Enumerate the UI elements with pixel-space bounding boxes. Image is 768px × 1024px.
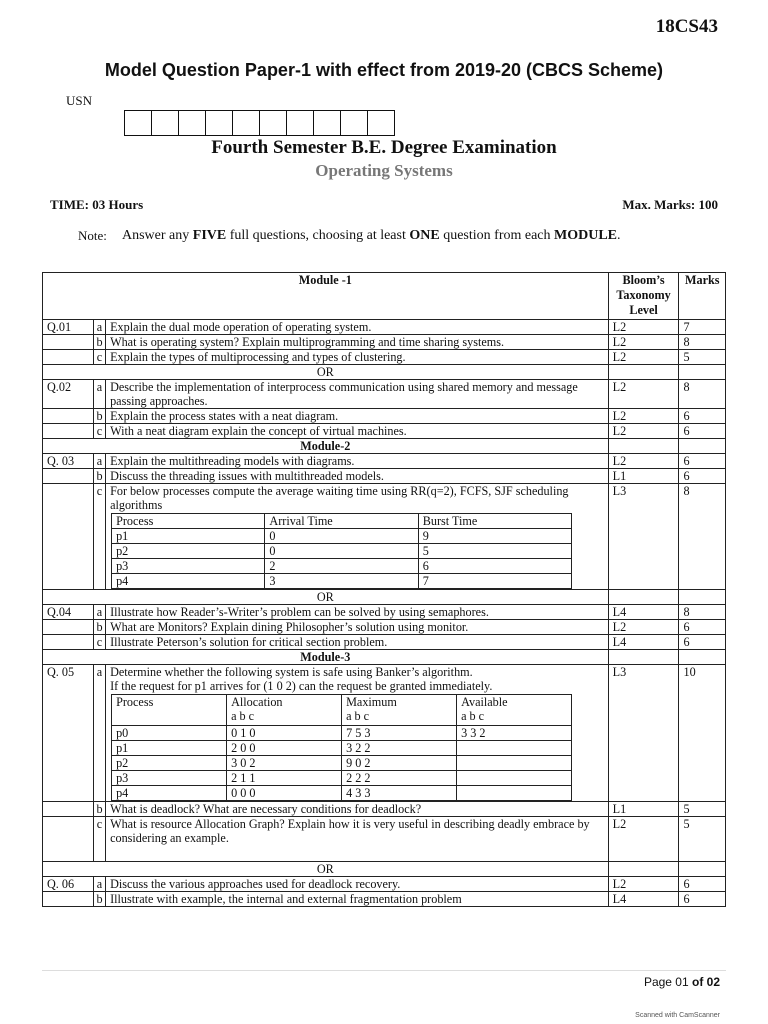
- question-line: If the request for p1 arrives for (1 0 2) can the request be granted immediately.: [110, 679, 493, 693]
- bankers-table-cell: 9 0 2: [342, 756, 457, 771]
- marks-value: 8: [679, 335, 726, 350]
- question-number: [43, 469, 94, 484]
- marks-value: 6: [679, 892, 726, 907]
- question-row: [43, 892, 726, 907]
- question-text: [106, 877, 609, 892]
- bankers-table-heading: [112, 695, 227, 726]
- process-table-heading: Burst Time: [418, 514, 571, 529]
- question-row: [43, 817, 726, 862]
- question-row: [43, 424, 726, 439]
- module-title: Module-2: [43, 439, 609, 454]
- bankers-table-cell: 4 3 3: [342, 786, 457, 801]
- sub-question-letter: c: [93, 350, 105, 365]
- marks-value: 6: [679, 469, 726, 484]
- bankers-table-cell: p1: [112, 741, 227, 756]
- question-row: [43, 380, 726, 409]
- question-line: What are Monitors? Explain dining Philosopher’s solution using monitor.: [110, 620, 469, 634]
- question-line: For below processes compute the average waiting time using RR(q=2), FCFS, SJF scheduling algorithms: [110, 484, 569, 512]
- process-table-row: [112, 544, 572, 559]
- question-row: [43, 635, 726, 650]
- blooms-header: Bloom’s Taxonomy Level: [608, 273, 679, 320]
- bankers-table-row: [112, 786, 572, 801]
- question-number: [43, 635, 94, 650]
- question-number: Q. 06: [43, 877, 94, 892]
- question-text: [106, 892, 609, 907]
- question-row: [43, 605, 726, 620]
- question-number: [43, 350, 94, 365]
- process-table: [111, 513, 572, 589]
- question-number: [43, 892, 94, 907]
- process-table-heading: Arrival Time: [265, 514, 418, 529]
- question-line: With a neat diagram explain the concept of virtual machines.: [110, 424, 407, 438]
- max-marks: Max. Marks: 100: [622, 197, 718, 212]
- process-table-cell: 5: [418, 544, 571, 559]
- blank-cell: [679, 365, 726, 380]
- question-row: [43, 469, 726, 484]
- question-line: Determine whether the following system is safe using Banker’s algorithm.: [110, 665, 473, 679]
- process-table-row: [112, 529, 572, 544]
- bankers-table-cell: [457, 771, 572, 786]
- process-table-row: [112, 559, 572, 574]
- blooms-level: L2: [608, 335, 679, 350]
- question-line: Explain the multithreading models with diagrams.: [110, 454, 355, 468]
- question-line: Explain the process states with a neat diagram.: [110, 409, 339, 423]
- page-number: Page 01 of 02: [643, 975, 720, 989]
- blooms-level: L3: [608, 665, 679, 802]
- bankers-table-cell: 2 0 0: [227, 741, 342, 756]
- bankers-heading-sub: a b c: [461, 709, 485, 723]
- question-line: Illustrate how Reader’s-Writer’s problem can be solved by using semaphores.: [110, 605, 489, 619]
- or-label: OR: [43, 862, 609, 877]
- blank-cell: [608, 365, 679, 380]
- blooms-level: L2: [608, 817, 679, 862]
- question-line: Illustrate with example, the internal and external fragmentation problem: [110, 892, 462, 906]
- bankers-table-cell: 3 2 2: [342, 741, 457, 756]
- bankers-table-cell: 0 0 0: [227, 786, 342, 801]
- process-table-header: [112, 514, 572, 529]
- footer-divider: [42, 970, 726, 971]
- bankers-table-cell: 3 0 2: [227, 756, 342, 771]
- question-table: [42, 272, 726, 907]
- blank-cell: [679, 439, 726, 454]
- process-table-cell: 7: [418, 574, 571, 589]
- or-label: OR: [43, 365, 609, 380]
- blank-cell: [608, 590, 679, 605]
- bankers-table-heading: [227, 695, 342, 726]
- sub-question-letter: b: [93, 892, 105, 907]
- question-row: [43, 665, 726, 802]
- process-table-cell: p3: [112, 559, 265, 574]
- sub-question-letter: b: [93, 409, 105, 424]
- bankers-table-cell: p2: [112, 756, 227, 771]
- bankers-heading-sub: a b c: [346, 709, 370, 723]
- question-number: Q.02: [43, 380, 94, 409]
- question-number: [43, 409, 94, 424]
- process-table-cell: 0: [265, 529, 418, 544]
- process-table-cell: 0: [265, 544, 418, 559]
- marks-value: 5: [679, 350, 726, 365]
- question-row: [43, 877, 726, 892]
- bankers-table-row: [112, 741, 572, 756]
- question-row: [43, 335, 726, 350]
- blooms-level: L2: [608, 620, 679, 635]
- marks-value: 6: [679, 424, 726, 439]
- process-table-cell: 6: [418, 559, 571, 574]
- question-number: [43, 620, 94, 635]
- bankers-table-cell: p0: [112, 726, 227, 741]
- question-row: [43, 454, 726, 469]
- marks-value: 8: [679, 605, 726, 620]
- process-table-cell: 9: [418, 529, 571, 544]
- blooms-level: L2: [608, 320, 679, 335]
- question-number: [43, 817, 94, 862]
- question-row: [43, 350, 726, 365]
- marks-value: 5: [679, 802, 726, 817]
- bankers-table-cell: 2 1 1: [227, 771, 342, 786]
- blank-cell: [679, 862, 726, 877]
- question-text: [106, 665, 609, 802]
- question-line: What is resource Allocation Graph? Explain how it is very useful in describing deadly embrace by considering an example.: [110, 817, 590, 845]
- marks-value: 8: [679, 380, 726, 409]
- bankers-table-cell: 2 2 2: [342, 771, 457, 786]
- process-table-heading: Process: [112, 514, 265, 529]
- question-text: [106, 469, 609, 484]
- note-text: Answer any FIVE full questions, choosing at least ONE question from each MODULE.: [122, 228, 621, 243]
- marks-value: 6: [679, 409, 726, 424]
- sub-question-letter: b: [93, 802, 105, 817]
- bankers-heading-label: Process: [116, 695, 154, 709]
- bankers-heading-label: Available: [461, 695, 508, 709]
- sub-question-letter: a: [93, 454, 105, 469]
- scanner-watermark: Scanned with CamScanner: [635, 1012, 720, 1019]
- process-table-cell: p1: [112, 529, 265, 544]
- question-number: Q.04: [43, 605, 94, 620]
- sub-question-letter: b: [93, 335, 105, 350]
- bankers-heading-sub: [116, 709, 222, 723]
- marks-value: 6: [679, 877, 726, 892]
- blank-cell: [679, 650, 726, 665]
- or-row: [43, 862, 726, 877]
- bankers-table-cell: 3 3 2: [457, 726, 572, 741]
- question-text: [106, 635, 609, 650]
- question-text: [106, 620, 609, 635]
- question-row: [43, 620, 726, 635]
- sub-question-letter: c: [93, 424, 105, 439]
- bankers-table-row: [112, 756, 572, 771]
- marks-value: 5: [679, 817, 726, 862]
- question-text: [106, 380, 609, 409]
- bankers-table-cell: [457, 756, 572, 771]
- module-row: [43, 439, 726, 454]
- exam-time: TIME: 03 Hours: [50, 197, 144, 212]
- process-table-cell: 3: [265, 574, 418, 589]
- bankers-table-row: [112, 771, 572, 786]
- module-row: [43, 650, 726, 665]
- blooms-level: L2: [608, 350, 679, 365]
- question-number: [43, 802, 94, 817]
- usn-label: USN: [66, 93, 93, 108]
- question-row: [43, 320, 726, 335]
- bankers-table-cell: 7 5 3: [342, 726, 457, 741]
- marks-header: Marks: [679, 273, 726, 320]
- question-text: [106, 409, 609, 424]
- bankers-heading-label: Allocation: [231, 695, 283, 709]
- blooms-level: L4: [608, 605, 679, 620]
- blooms-level: L4: [608, 635, 679, 650]
- blooms-level: L2: [608, 409, 679, 424]
- question-number: Q. 05: [43, 665, 94, 802]
- blooms-level: L4: [608, 892, 679, 907]
- question-row: [43, 409, 726, 424]
- marks-value: 7: [679, 320, 726, 335]
- question-number: [43, 335, 94, 350]
- sub-question-letter: b: [93, 620, 105, 635]
- question-row: [43, 484, 726, 590]
- blooms-level: L1: [608, 469, 679, 484]
- table-header-row: [43, 273, 726, 320]
- process-table-cell: 2: [265, 559, 418, 574]
- blooms-level: L2: [608, 877, 679, 892]
- bankers-heading-label: Maximum: [346, 695, 397, 709]
- marks-value: 10: [679, 665, 726, 802]
- question-text: [106, 802, 609, 817]
- course-code: 18CS43: [655, 16, 718, 37]
- marks-value: 6: [679, 635, 726, 650]
- bankers-table-cell: p4: [112, 786, 227, 801]
- subject-title: Operating Systems: [315, 161, 453, 180]
- blank-cell: [608, 439, 679, 454]
- sub-question-letter: a: [93, 605, 105, 620]
- question-text: [106, 320, 609, 335]
- process-table-cell: p4: [112, 574, 265, 589]
- bankers-table-header: [112, 695, 572, 726]
- question-text: [106, 605, 609, 620]
- module-header: Module -1: [43, 273, 609, 320]
- or-row: [43, 590, 726, 605]
- question-number: [43, 424, 94, 439]
- bankers-table-heading: [342, 695, 457, 726]
- question-number: Q.01: [43, 320, 94, 335]
- question-line: Describe the implementation of interprocess communication using shared memory and message passing approaches.: [110, 380, 578, 408]
- process-table-row: [112, 574, 572, 589]
- question-number: [43, 484, 94, 590]
- bankers-table-cell: [457, 741, 572, 756]
- question-line: What is operating system? Explain multiprogramming and time sharing systems.: [110, 335, 505, 349]
- question-text: [106, 350, 609, 365]
- bankers-table: [111, 694, 572, 801]
- question-line: Explain the types of multiprocessing and types of clustering.: [110, 350, 406, 364]
- sub-question-letter: a: [93, 320, 105, 335]
- question-text: [106, 484, 609, 590]
- exam-title: Fourth Semester B.E. Degree Examination: [211, 137, 557, 158]
- question-text: [106, 335, 609, 350]
- usn-input-boxes: [124, 110, 395, 136]
- sub-question-letter: a: [93, 665, 105, 802]
- marks-value: 6: [679, 620, 726, 635]
- bankers-table-cell: [457, 786, 572, 801]
- bankers-table-heading: [457, 695, 572, 726]
- bankers-table-row: [112, 726, 572, 741]
- question-line: Explain the dual mode operation of operating system.: [110, 320, 372, 334]
- note-label: Note:: [78, 228, 107, 243]
- question-row: [43, 802, 726, 817]
- blooms-level: L2: [608, 454, 679, 469]
- sub-question-letter: a: [93, 380, 105, 409]
- marks-value: 8: [679, 484, 726, 590]
- question-line: Illustrate Peterson’s solution for critical section problem.: [110, 635, 388, 649]
- blooms-level: L1: [608, 802, 679, 817]
- bankers-table-cell: p3: [112, 771, 227, 786]
- question-number: Q. 03: [43, 454, 94, 469]
- sub-question-letter: b: [93, 469, 105, 484]
- paper-title: Model Question Paper-1 with effect from 2019-20 (CBCS Scheme): [104, 60, 664, 80]
- question-line: What is deadlock? What are necessary conditions for deadlock?: [110, 802, 422, 816]
- sub-question-letter: c: [93, 635, 105, 650]
- sub-question-letter: c: [93, 817, 105, 862]
- question-line: Discuss the threading issues with multithreaded models.: [110, 469, 384, 483]
- question-text: [106, 424, 609, 439]
- blank-cell: [608, 650, 679, 665]
- process-table-cell: p2: [112, 544, 265, 559]
- question-line: Discuss the various approaches used for deadlock recovery.: [110, 877, 401, 891]
- bankers-table-cell: 0 1 0: [227, 726, 342, 741]
- sub-question-letter: a: [93, 877, 105, 892]
- question-text: [106, 454, 609, 469]
- marks-value: 6: [679, 454, 726, 469]
- or-label: OR: [43, 590, 609, 605]
- blooms-level: L3: [608, 484, 679, 590]
- blank-cell: [608, 862, 679, 877]
- question-text: [106, 817, 609, 862]
- sub-question-letter: c: [93, 484, 105, 590]
- or-row: [43, 365, 726, 380]
- module-title: Module-3: [43, 650, 609, 665]
- blooms-level: L2: [608, 380, 679, 409]
- bankers-heading-sub: a b c: [231, 709, 255, 723]
- blank-cell: [679, 590, 726, 605]
- blooms-level: L2: [608, 424, 679, 439]
